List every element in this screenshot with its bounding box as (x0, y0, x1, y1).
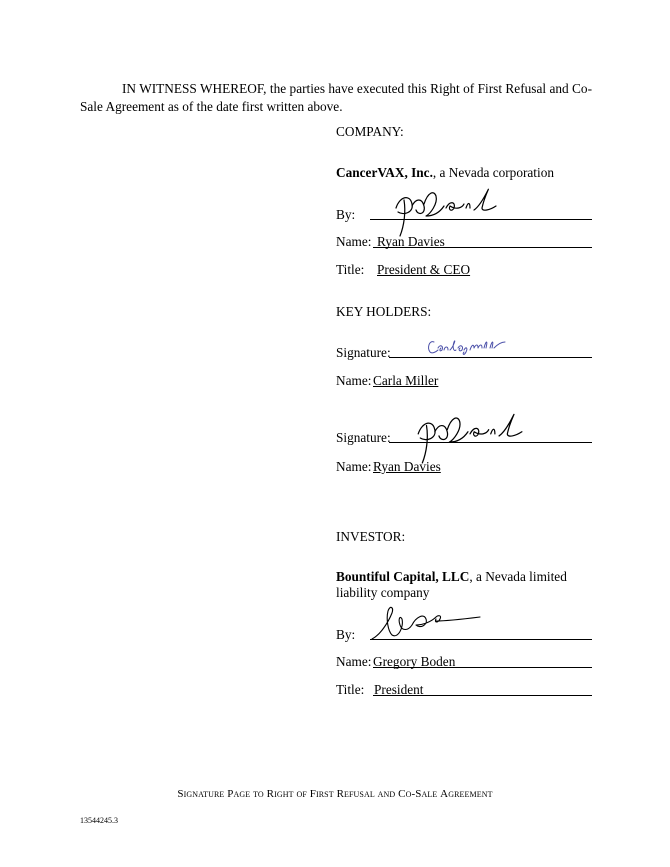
investor-name: Bountiful Capital, LLC (336, 569, 470, 584)
company-title-label: Title: (336, 262, 365, 277)
footer-rest: irst (315, 788, 337, 800)
key-holders-heading: KEY HOLDERS: (336, 304, 432, 319)
investor-name-label: Name: (336, 654, 372, 669)
key-holder-2-signature-label: Signature: (336, 430, 391, 445)
footer-cap: P (227, 788, 234, 800)
company-name: CancerVAX, Inc. (336, 165, 433, 180)
footer-cap: A (440, 788, 449, 800)
page-footer (0, 788, 670, 800)
company-name-suffix: , a Nevada corporation (432, 165, 554, 180)
footer-rest: o- (405, 788, 416, 800)
investor-title-line-rule (373, 695, 592, 696)
footer-rest: ight of (274, 788, 310, 800)
witness-paragraph: IN WITNESS WHEREOF, the parties have executed this Right of First Refusal and Co-Sale Agreement as of the date first written above. (80, 81, 592, 114)
gregory-boden-signature (368, 603, 484, 643)
investor-signer-title: President (374, 682, 424, 697)
key-holder-1-signature-label: Signature: (336, 345, 391, 360)
company-name-label: Name: (336, 234, 372, 249)
company-heading: COMPANY: (336, 124, 404, 139)
key-holder-2-name: Ryan Davies (373, 459, 441, 474)
footer-cap: F (309, 788, 316, 800)
key-holder-2-name-label: Name: (336, 459, 372, 474)
company-signer-name: Ryan Davies (377, 234, 445, 249)
investor-by-label: By: (336, 627, 356, 642)
investor-signer-name: Gregory Boden (373, 654, 456, 669)
footer-cap: S (177, 788, 184, 800)
company-name-line (336, 165, 554, 181)
investor-heading: INVESTOR: (336, 529, 406, 544)
ryan-davies-signature-company (390, 186, 500, 238)
footer-cap: C (398, 788, 406, 800)
footer-rest: greement (448, 788, 493, 800)
investor-name-line-rule (373, 667, 592, 668)
carla-miller-signature (426, 336, 506, 358)
footer-cap: R (266, 788, 275, 800)
company-by-label: By: (336, 207, 356, 222)
key-holder-1-name: Carla Miller (373, 373, 439, 388)
document-number: 13544245.3 (80, 816, 118, 825)
investor-title-label: Title: (336, 682, 365, 697)
footer-cap: S (415, 788, 422, 800)
ryan-davies-signature-key-holder (412, 410, 526, 466)
key-holder-1-name-label: Name: (336, 373, 372, 388)
footer-rest: efusal and (344, 788, 399, 800)
footer-cap: R (336, 788, 344, 800)
investor-name-line (336, 569, 567, 585)
footer-rest: ale (421, 788, 441, 800)
footer-rest: age to (233, 788, 267, 800)
investor-name-line2: liability company (336, 585, 430, 600)
footer-rest: ignature (183, 788, 228, 800)
investor-name-suffix: , a Nevada limited (469, 569, 567, 584)
company-name-line-rule (373, 247, 592, 248)
company-signer-title: President & CEO (377, 262, 471, 277)
